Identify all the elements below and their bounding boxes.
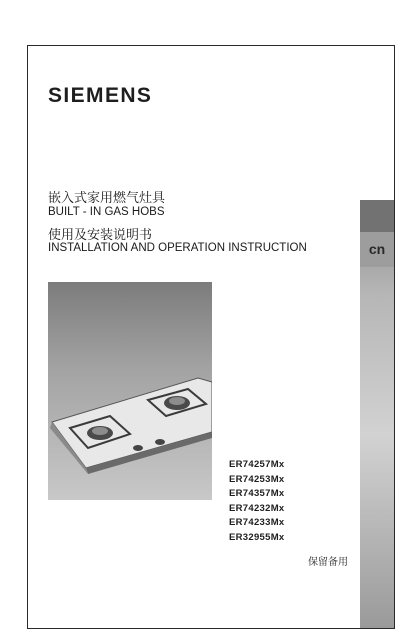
- gas-hob-illustration: [48, 282, 212, 500]
- language-tab: cn: [360, 232, 394, 267]
- product-title-en: BUILT - IN GAS HOBS: [48, 206, 165, 218]
- model-number: ER74232Mx: [229, 502, 285, 514]
- product-photo: [48, 282, 212, 500]
- model-list: [229, 458, 285, 545]
- manual-title-cn: 使用及安装说明书: [48, 228, 153, 243]
- footer-note: 保留备用: [308, 557, 348, 568]
- model-number: ER74357Mx: [229, 488, 285, 499]
- model-number: ER74233Mx: [229, 517, 285, 528]
- manual-title-en: INSTALLATION AND OPERATION INSTRUCTION: [48, 242, 307, 254]
- model-number: ER32955Mx: [229, 531, 285, 543]
- cover-frame: [27, 45, 395, 629]
- brand-logo: SIEMENS: [48, 84, 153, 107]
- product-title-cn: 嵌入式家用燃气灶具: [48, 191, 166, 206]
- model-number: ER74253Mx: [229, 473, 285, 485]
- model-number: ER74257Mx: [229, 459, 285, 470]
- side-band-top: [360, 200, 394, 235]
